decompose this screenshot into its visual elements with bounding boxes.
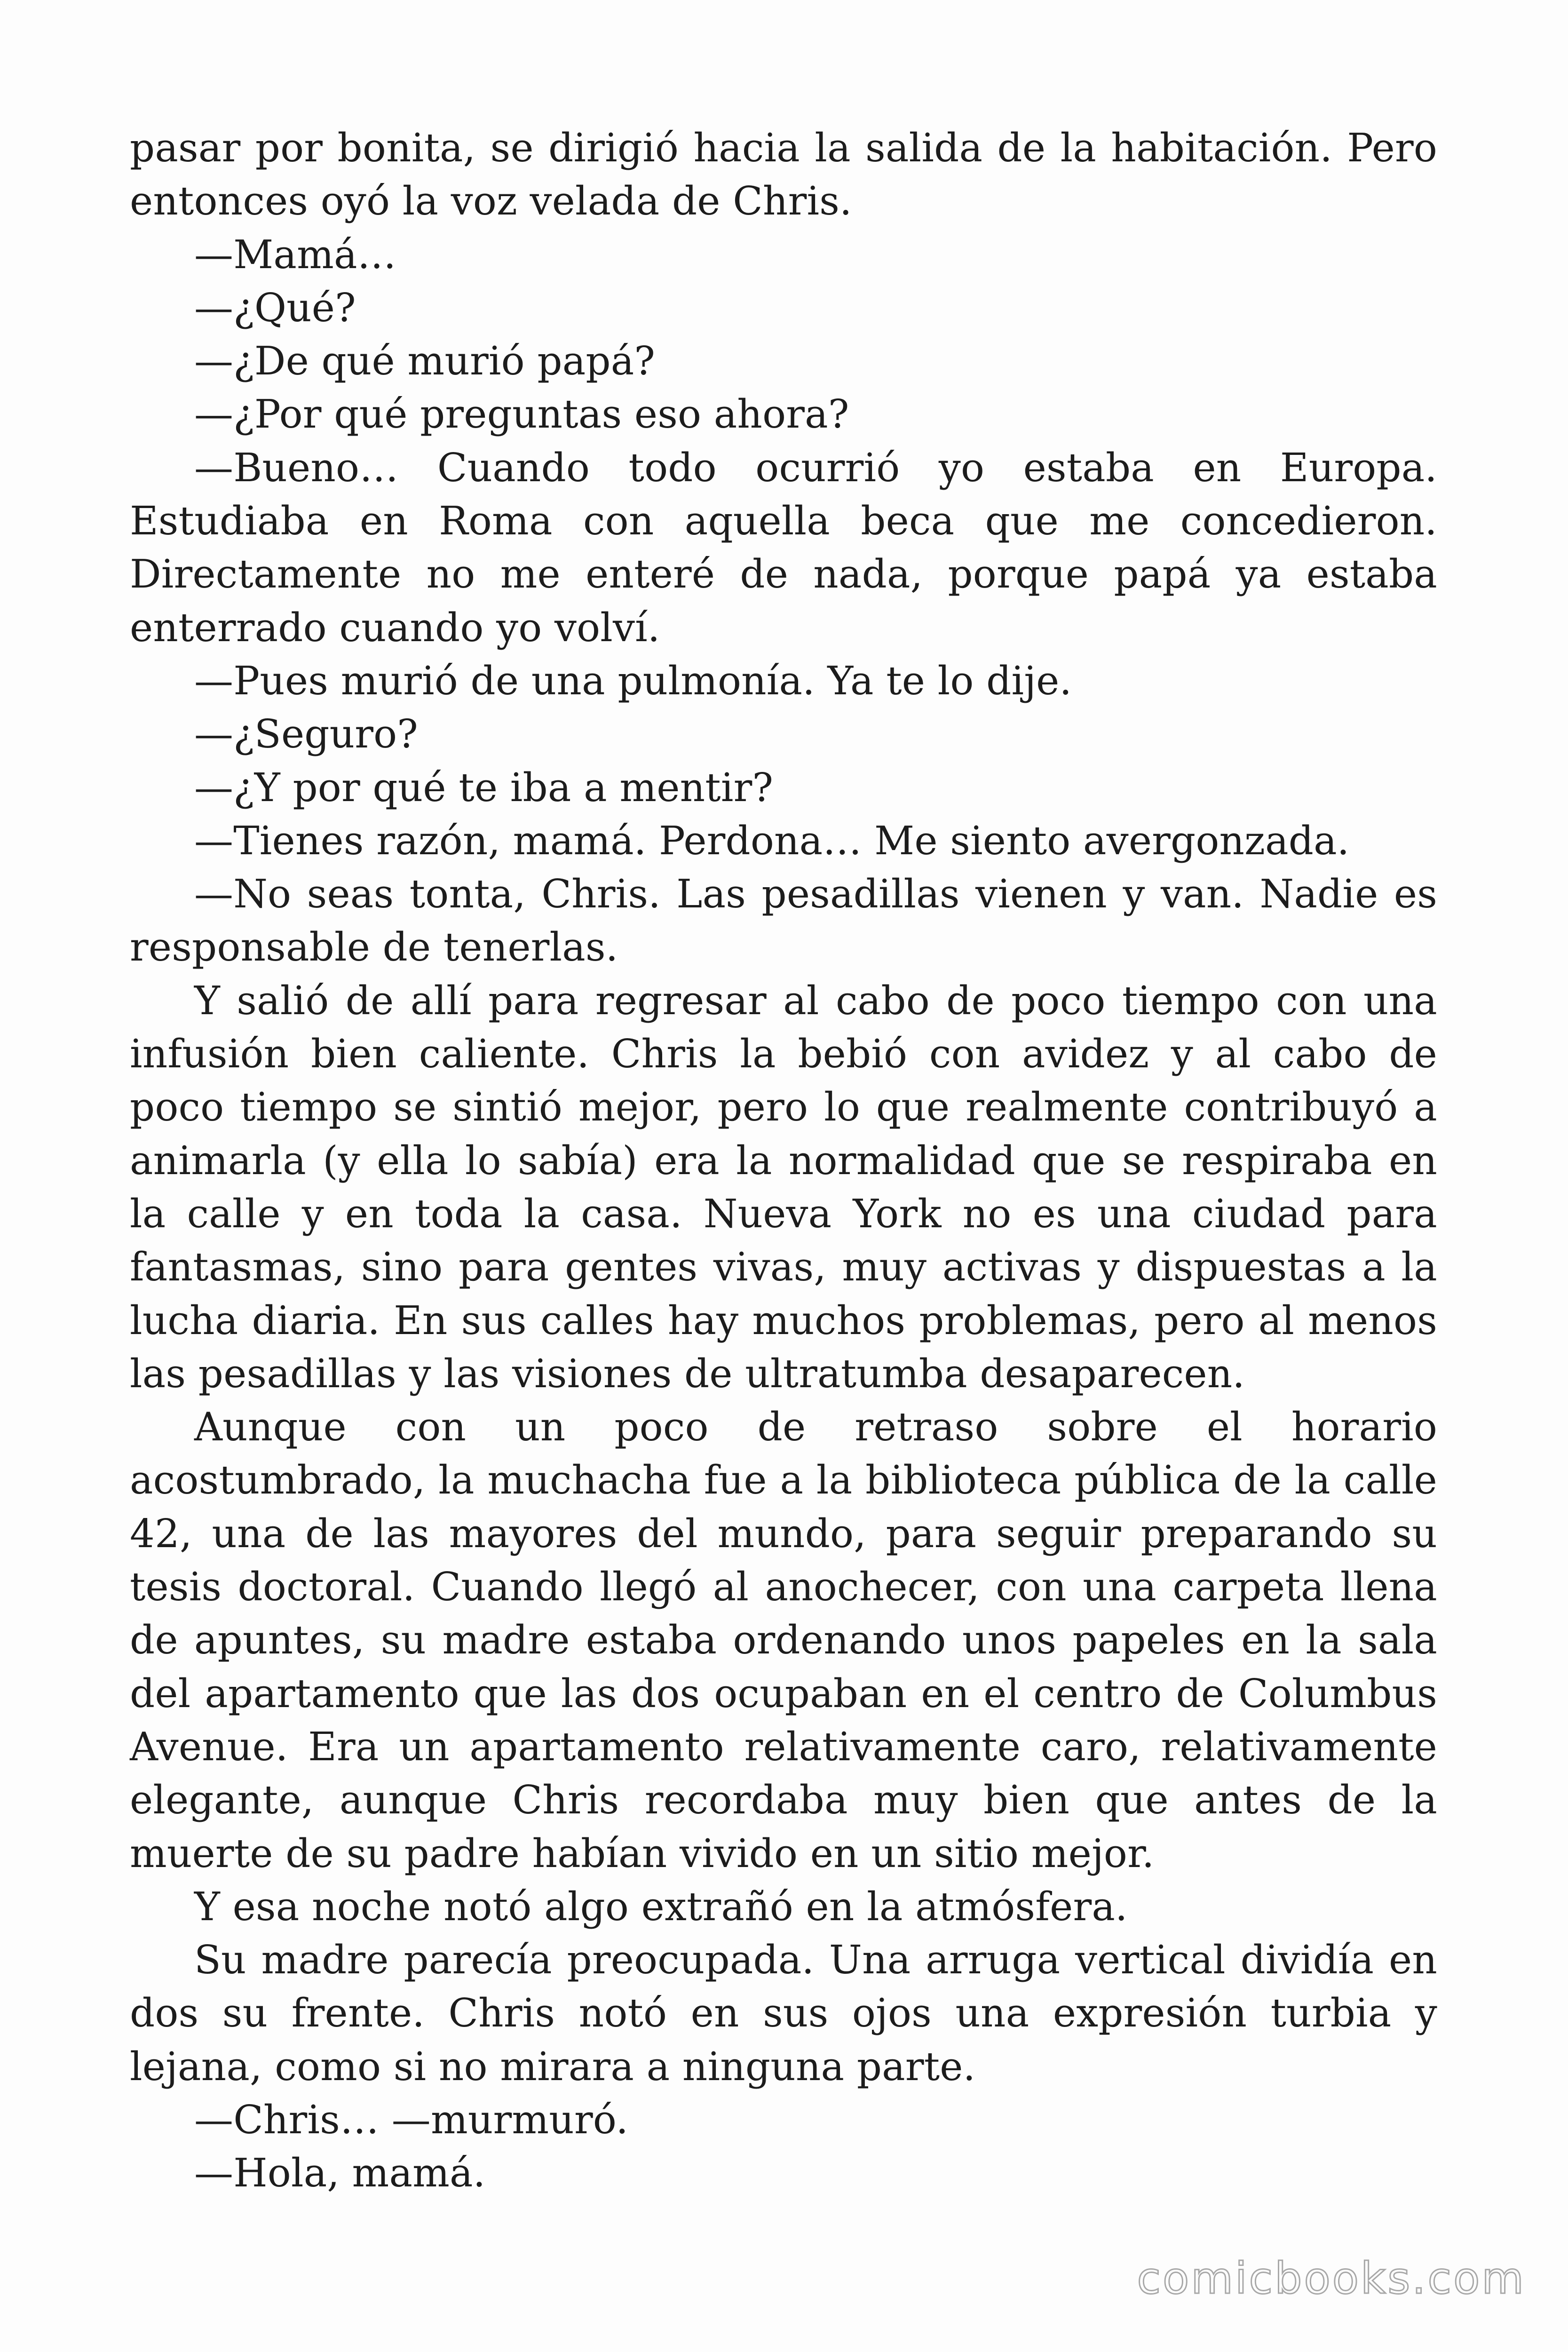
dialogue-line: —¿Por qué preguntas eso ahora? [194,391,849,437]
dialogue-line: —Pues murió de una pulmonía. Ya te lo dije. [194,658,1072,704]
dialogue-line: —¿Qué? [194,285,356,331]
body-text [130,121,1437,2200]
dialogue-line: —Chris… —murmuró. [194,2097,629,2143]
paragraph: Y salió de allí para regresar al cabo de poco tiempo con una infusión bien caliente. Chris la bebió con avidez y al cabo de poco tiempo se sintió mejor, pero lo que realmente contribuyó a animarla (y ella lo sabía) era la normalidad que se respiraba en la calle y en toda la casa. Nueva York no es una ciudad para fantasmas, sino para gentes vivas, muy activas y dispuestas a la lucha diaria. En sus calles hay muchos problemas, pero al menos las pesadillas y las visiones de ultratumba desaparecen. [130,977,1437,1397]
dialogue-line: —¿De qué murió papá? [194,338,656,384]
paragraph: Su madre parecía preocupada. Una arruga vertical dividía en dos su frente. Chris notó en sus ojos una expresión turbia y lejana, como si no mirara a ninguna parte. [130,1937,1437,2090]
dialogue-line: —Hola, mamá. [194,2150,486,2196]
dialogue-line: —Bueno… Cuando todo ocurrió yo estaba en Europa. Estudiaba en Roma con aquella beca que me concedieron. Directamente no me enteré de nada, porque papá ya estaba enterrado cuando yo volví. [130,445,1437,651]
paragraph: Y esa noche notó algo extrañó en la atmósfera. [194,1883,1128,1930]
watermark-logo: comicbooks.com [1137,2253,1526,2304]
dialogue-line: —Mamá… [194,231,396,278]
dialogue-line: —¿Seguro? [194,711,419,757]
dialogue-line: —No seas tonta, Chris. Las pesadillas vienen y van. Nadie es responsable de tenerlas. [130,871,1437,970]
dialogue-line: —¿Y por qué te iba a mentir? [194,764,774,810]
paragraph: pasar por bonita, se dirigió hacia la salida de la habitación. Pero entonces oyó la voz velada de Chris. [130,125,1437,224]
paragraph: Aunque con un poco de retraso sobre el horario acostumbrado, la muchacha fue a la biblioteca pública de la calle 42, una de las mayores del mundo, para seguir preparando su tesis doctoral. Cuando llegó al anochecer, con una carpeta llena de apuntes, su madre estaba ordenando unos papeles en la sala del apartamento que las dos ocupaban en el centro de Columbus Avenue. Era un apartamento relativamente caro, relativamente elegante, aunque Chris recordaba muy bien que antes de la muerte de su padre habían vivido en un sitio mejor. [130,1404,1437,1876]
dialogue-line: —Tienes razón, mamá. Perdona… Me siento avergonzada. [194,818,1350,864]
